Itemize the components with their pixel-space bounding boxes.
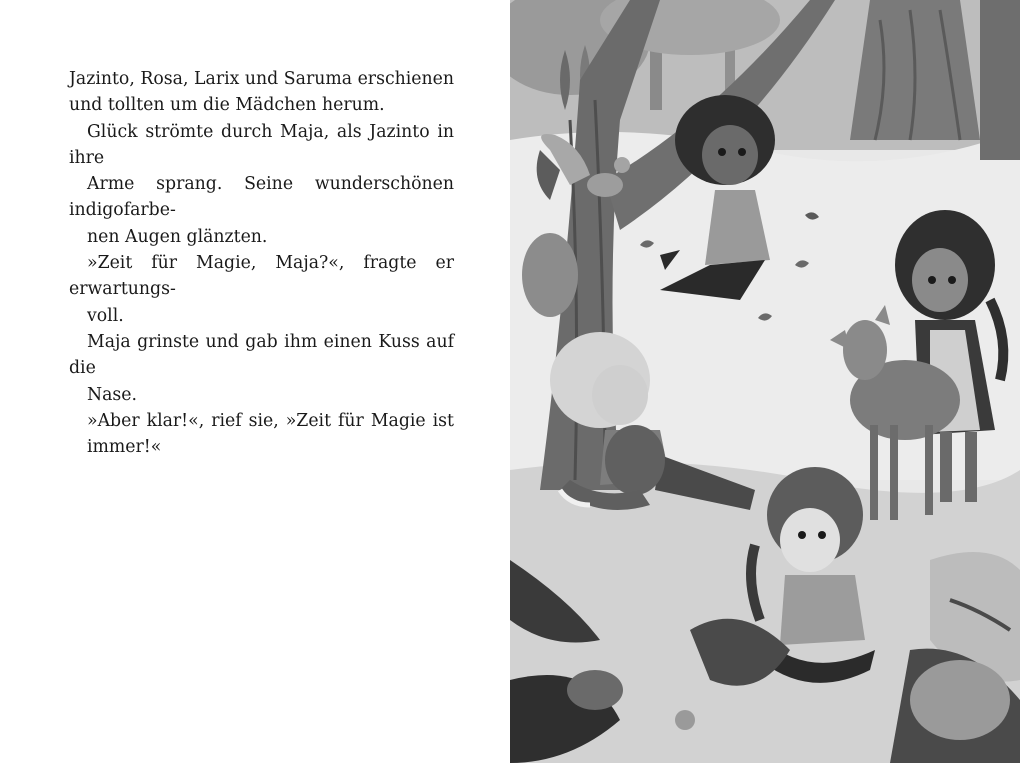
text-line: Nase. [87, 384, 138, 405]
shirt [780, 575, 865, 645]
paragraph-4 [69, 329, 454, 408]
text-line: »Aber klar!«, rief sie, »Zeit für Magie ist [87, 410, 454, 431]
text-line: Arme sprang. Seine wunderschönen indigofarbe- [69, 174, 454, 221]
forest-illustration [510, 0, 1020, 763]
paragraph-2 [69, 119, 454, 250]
face [912, 248, 968, 312]
bg-tree [980, 0, 1020, 160]
fox [605, 425, 665, 495]
paragraph-3 [69, 250, 454, 329]
face [592, 365, 648, 425]
text-line: immer!« [87, 437, 162, 458]
paragraph-5 [69, 408, 454, 461]
moss-patch [522, 233, 578, 317]
text-line: Maja grinste und gab ihm einen Kuss auf die [69, 331, 454, 379]
story-text [69, 66, 454, 460]
text-line: und tollten um die Mädchen herum. [69, 95, 385, 116]
text-line: nen Augen glänzten. [87, 226, 268, 247]
illustration-page [510, 0, 1020, 763]
face [780, 508, 840, 572]
face [702, 125, 758, 185]
paragraph-1 [69, 66, 454, 119]
text-line: voll. [87, 305, 124, 326]
text-line: Jazinto, Rosa, Larix und Saruma erschienen [69, 69, 454, 89]
text-line: »Zeit für Magie, Maja?«, fragte er erwartungs- [69, 253, 454, 300]
text-line: Glück strömte durch Maja, als Jazinto in ihre [69, 121, 454, 168]
